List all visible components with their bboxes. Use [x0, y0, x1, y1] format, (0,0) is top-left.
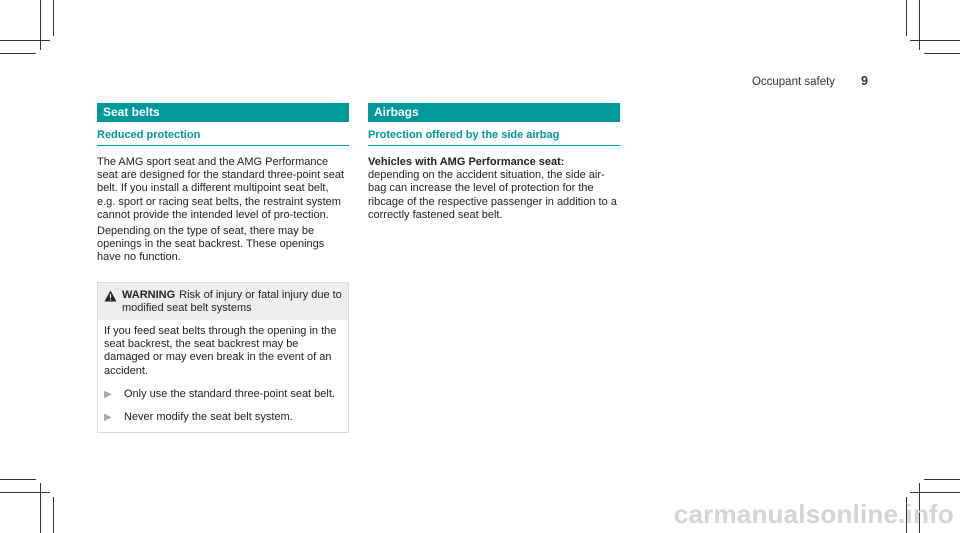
lead-text: Vehicles with AMG Performance seat: — [368, 156, 565, 168]
section-title-seat-belts: Seat belts — [97, 103, 349, 122]
crop-mark — [40, 0, 41, 50]
crop-mark — [0, 53, 36, 54]
warning-header — [98, 283, 348, 320]
arrow-right-icon: ▶ — [104, 412, 112, 424]
warning-headline: Risk of injury or fatal injury due to modified seat belt systems — [122, 288, 342, 314]
body-paragraph — [368, 156, 620, 222]
right-column — [368, 103, 620, 222]
running-header — [752, 74, 868, 88]
crop-mark — [924, 53, 960, 54]
body-paragraph: The AMG sport seat and the AMG Performance seat are designed for the standard three-point seat belt. If you install a different multipoint seat belt, e.g. sport or racing seat belts, the restraint system cannot provide the intended level of pro-tection. — [97, 156, 345, 221]
watermark: carmanualsonline.info — [673, 499, 954, 529]
crop-mark — [906, 0, 907, 36]
crop-mark — [924, 479, 960, 480]
body-paragraph: Depending on the type of seat, there may be openings in the seat backrest. These openings have no function. — [97, 225, 325, 264]
warning-triangle-icon — [104, 289, 122, 315]
header-title: Occupant safety — [751, 76, 836, 88]
warning-body — [98, 320, 348, 432]
left-column — [97, 103, 349, 433]
crop-mark — [919, 0, 920, 50]
warning-box — [97, 282, 349, 434]
list-item — [104, 411, 342, 424]
crop-mark — [53, 497, 54, 533]
body-text: depending on the accident situation, the side air-bag can increase the level of protection for the ribcage of the respective passenger in addition to a correctly fastened seat belt. — [368, 169, 617, 221]
list-item — [104, 388, 342, 401]
arrow-right-icon: ▶ — [104, 388, 112, 400]
crop-mark — [910, 40, 960, 41]
list-item-text: Never modify the seat belt system. — [124, 411, 293, 424]
warning-text: If you feed seat belts through the opening in the seat backrest, the seat backrest may be damaged or may even break in the event of an accident. — [104, 325, 337, 377]
crop-mark — [53, 0, 54, 36]
list-item-text: Only use the standard three-point seat belt. — [124, 387, 335, 400]
crop-mark — [0, 492, 50, 493]
crop-mark — [910, 492, 960, 493]
subheading-side-airbag: Protection offered by the side airbag — [368, 129, 620, 146]
page-number: 9 — [861, 74, 868, 88]
subheading-reduced-protection: Reduced protection — [97, 129, 349, 146]
section-title-airbags: Airbags — [368, 103, 620, 122]
crop-mark — [0, 40, 50, 41]
warning-title: WARNING — [122, 288, 176, 301]
crop-mark — [40, 483, 41, 533]
crop-mark — [0, 479, 36, 480]
